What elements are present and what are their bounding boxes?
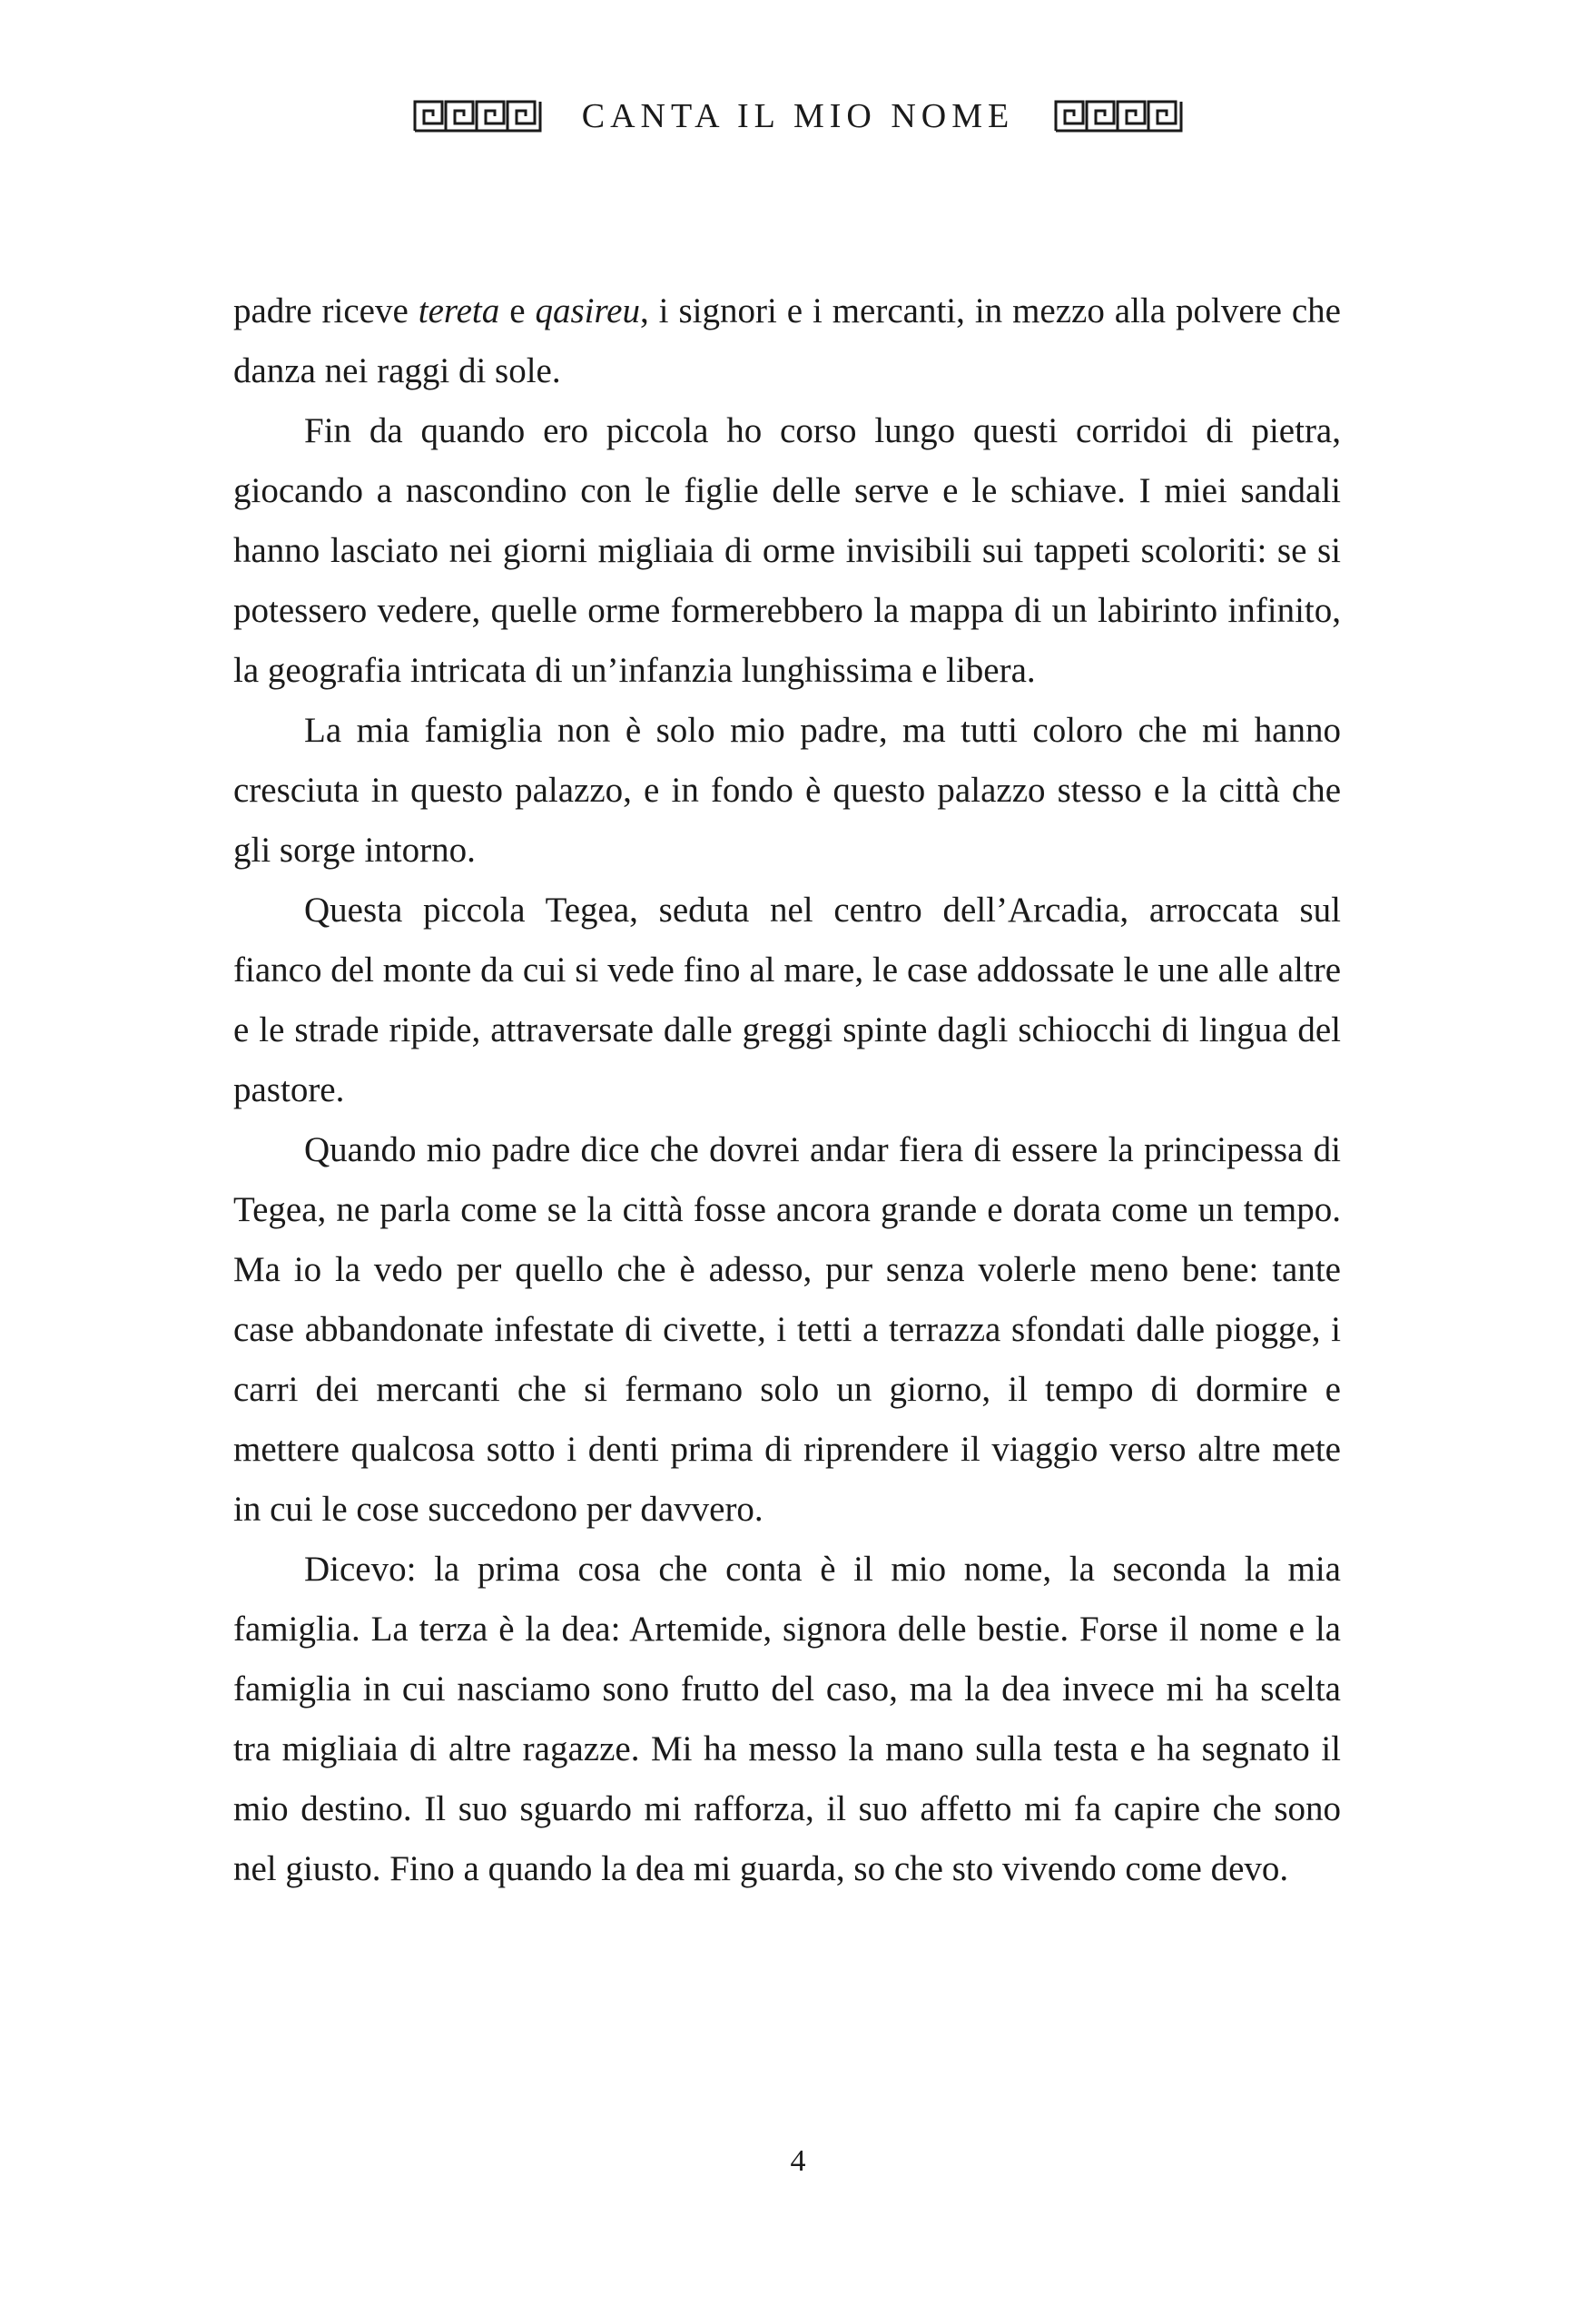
greek-key-right-icon xyxy=(1054,100,1183,133)
body-text xyxy=(233,281,1341,1899)
paragraph-2: Fin da quando ero piccola ho corso lungo questi corridoi di pietra, giocando a nascondino con le figlie delle serve e le schiave. I miei sandali hanno lasciato nei giorni migliaia di orme invisibili sui tappeti scoloriti: se si potessero vedere, quelle orme formerebbero la mappa di un labirinto infinito, la geografia intricata di un’infanzia lunghissima e libera. xyxy=(233,411,1341,690)
term-tereta: tereta xyxy=(418,291,500,330)
paragraph-1-text-c: , i signori e i mercanti, in mezzo alla polvere che danza nei raggi di sole. xyxy=(233,291,1341,390)
paragraph-4: Questa piccola Tegea, seduta nel centro dell’Arcadia, arroccata sul fianco del monte da cui si vede fino al mare, le case addossate le une alle altre e le strade ripide, attraversate dalle greggi spinte dagli schiocchi di lingua del pastore. xyxy=(233,891,1341,1109)
page-number: 4 xyxy=(790,2144,806,2178)
paragraph-6: Dicevo: la prima cosa che conta è il mio nome, la seconda la mia famiglia. La terza è la dea: Artemide, signora delle bestie. Forse il nome e la famiglia in cui nasciamo sono frutto del caso, ma la dea invece mi ha scelta tra migliaia di altre ragazze. Mi ha messo la mano sulla testa e ha segnato il mio destino. Il suo sguardo mi rafforza, il suo affetto mi fa capire che sono nel giusto. Fino a quando la dea mi guarda, so che sto vivendo come devo. xyxy=(233,1550,1341,1888)
paragraph-1-text-b: e xyxy=(499,291,536,330)
term-qasireu: qasireu xyxy=(535,291,640,330)
paragraph-1-text-a: padre riceve xyxy=(233,291,419,330)
paragraph-1 xyxy=(233,281,1341,401)
book-title: CANTA IL MIO NOME xyxy=(581,97,1015,135)
paragraph-5: Quando mio padre dice che dovrei andar fiera di essere la principessa di Tegea, ne parla come se la città fosse ancora grande e dorata come un tempo. Ma io la vedo per quello che è adesso, pur senza volerle meno bene: tante case abbandonate infestate di civette, i tetti a terrazza sfondati dalle piogge, i carri dei mercanti che si fermano solo un giorno, il tempo di dormire e mettere qualcosa sotto i denti prima di riprendere il viaggio verso altre mete in cui le cose succedono per davvero. xyxy=(233,1130,1341,1529)
running-header xyxy=(0,89,1596,143)
paragraph-3: La mia famiglia non è solo mio padre, ma tutti coloro che mi hanno cresciuta in questo palazzo, e in fondo è questo palazzo stesso e la città che gli sorge intorno. xyxy=(233,711,1341,870)
greek-key-left-icon xyxy=(413,100,542,133)
